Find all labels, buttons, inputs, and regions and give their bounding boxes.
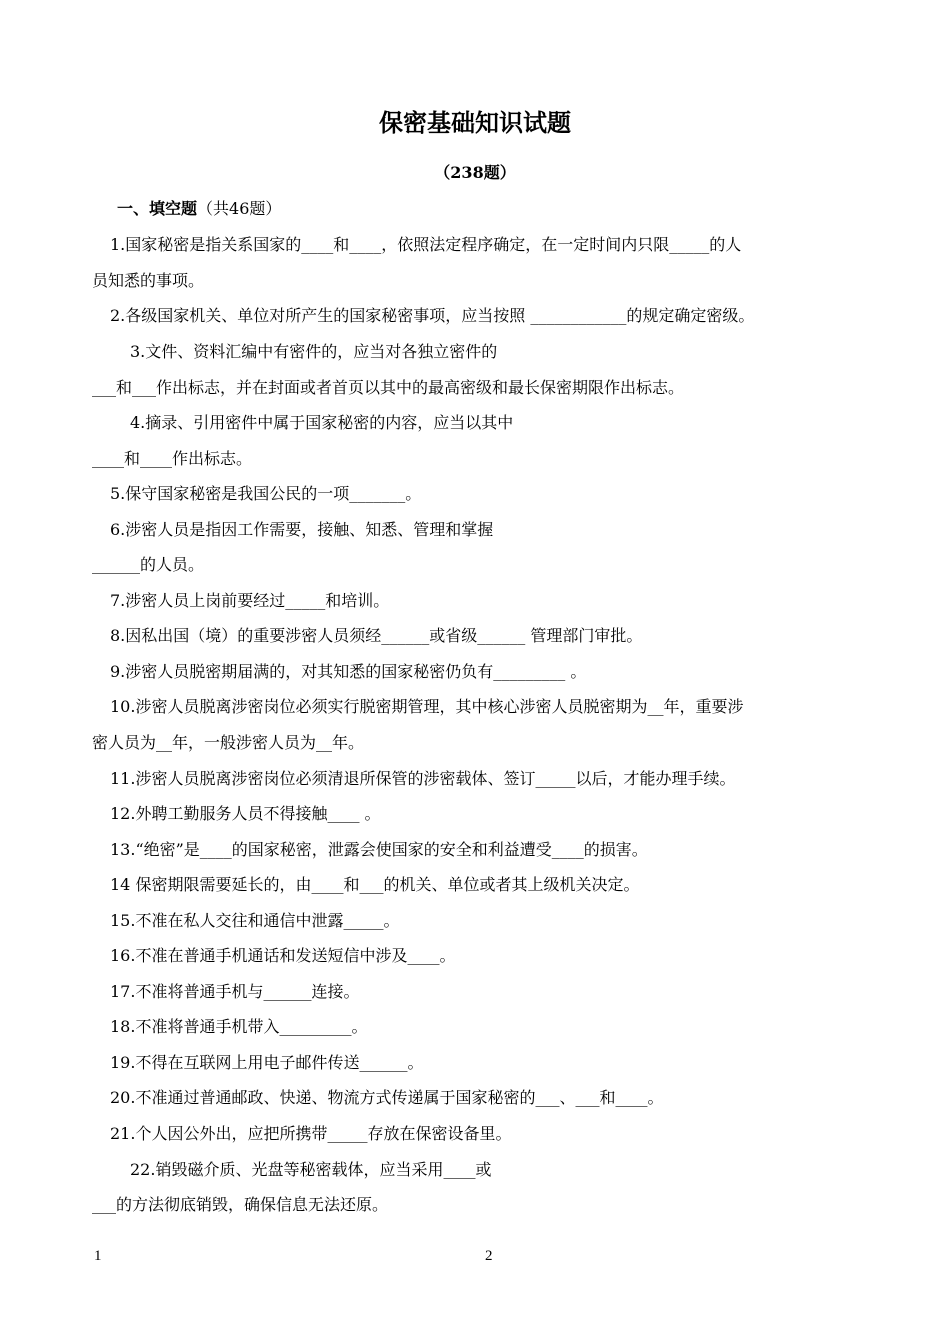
question-line: 8.因私出国（境）的重要涉密人员须经______或省级______ 管理部门审批。 bbox=[110, 626, 643, 645]
question-line: 1.国家秘密是指关系国家的____和____，依照法定程序确定，在一定时间内只限_____的人 bbox=[110, 235, 742, 254]
question-line: 员知悉的事项。 bbox=[92, 271, 205, 290]
question-line: 21.个人因公外出，应把所携带_____存放在保密设备里。 bbox=[110, 1124, 512, 1143]
question-line: 3.文件、资料汇编中有密件的，应当对各独立密件的 bbox=[130, 342, 498, 361]
question-line: 20.不准通过普通邮政、快递、物流方式传递属于国家秘密的___、___和____。 bbox=[110, 1088, 664, 1107]
section-heading bbox=[117, 196, 281, 219]
page-number-left: 1 bbox=[94, 1248, 102, 1264]
question-line: 22.销毁磁介质、光盘等秘密载体，应当采用____或 bbox=[130, 1160, 492, 1179]
question-line: 密人员为__年，一般涉密人员为__年。 bbox=[92, 733, 365, 752]
question-line: 14 保密期限需要延长的，由____和___的机关、单位或者其上级机关决定。 bbox=[110, 875, 640, 894]
document-title: 保密基础知识试题 bbox=[379, 109, 571, 137]
question-line: ______的人员。 bbox=[92, 555, 205, 574]
question-line: 17.不准将普通手机与______连接。 bbox=[110, 982, 360, 1001]
question-line: 12.外聘工勤服务人员不得接触____ 。 bbox=[110, 804, 381, 823]
question-line: 7.涉密人员上岗前要经过_____和培训。 bbox=[110, 591, 390, 610]
question-line: 11.涉密人员脱离涉密岗位必须清退所保管的涉密载体、签订_____以后，才能办理手续。 bbox=[110, 769, 736, 788]
question-line: 4.摘录、引用密件中属于国家秘密的内容，应当以其中 bbox=[130, 413, 514, 432]
section-title: 一、填空题 bbox=[117, 199, 198, 218]
page-number-right: 2 bbox=[485, 1248, 493, 1264]
question-line: 2.各级国家机关、单位对所产生的国家秘密事项，应当按照 ____________的规定确定密级。 bbox=[110, 306, 755, 325]
question-line: 9.涉密人员脱密期届满的，对其知悉的国家秘密仍负有_________ 。 bbox=[110, 662, 587, 681]
question-line: 16.不准在普通手机通话和发送短信中涉及____。 bbox=[110, 946, 456, 965]
document-subtitle: （238题） bbox=[434, 163, 516, 182]
question-line: ____和____作出标志。 bbox=[92, 449, 253, 468]
section-count: （共46题） bbox=[197, 199, 282, 218]
question-line: 19.不得在互联网上用电子邮件传送______。 bbox=[110, 1053, 424, 1072]
question-line: 5.保守国家秘密是我国公民的一项_______。 bbox=[110, 484, 422, 503]
question-line: 18.不准将普通手机带入_________。 bbox=[110, 1017, 368, 1036]
question-line: ___和___作出标志，并在封面或者首页以其中的最高密级和最长保密期限作出标志。 bbox=[92, 378, 685, 397]
question-line: 6.涉密人员是指因工作需要，接触、知悉、管理和掌握 bbox=[110, 520, 494, 539]
question-line: 10.涉密人员脱离涉密岗位必须实行脱密期管理，其中核心涉密人员脱密期为__年，重要涉 bbox=[110, 697, 744, 716]
question-line: 15.不准在私人交往和通信中泄露_____。 bbox=[110, 911, 400, 930]
question-line: 13.“绝密”是____的国家秘密，泄露会使国家的安全和利益遭受____的损害。 bbox=[110, 840, 648, 859]
question-line: ___的方法彻底销毁，确保信息无法还原。 bbox=[92, 1195, 389, 1214]
